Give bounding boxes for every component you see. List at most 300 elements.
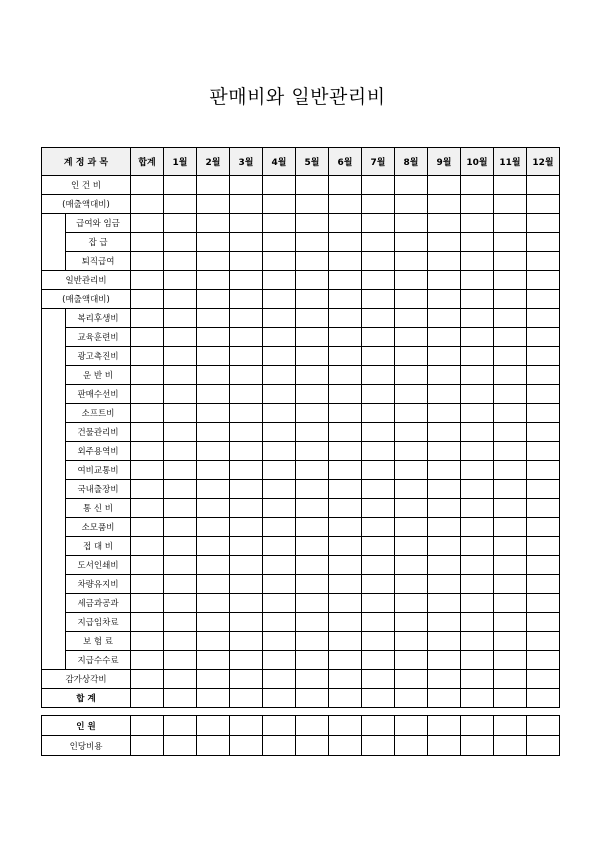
month-cell[interactable] (164, 499, 197, 518)
month-cell[interactable] (164, 347, 197, 366)
month-cell[interactable] (263, 195, 296, 214)
month-cell[interactable] (461, 309, 494, 328)
month-cell[interactable] (230, 271, 263, 290)
month-cell[interactable] (197, 366, 230, 385)
month-cell[interactable] (296, 233, 329, 252)
month-cell[interactable] (197, 347, 230, 366)
month-cell[interactable] (230, 651, 263, 670)
month-cell[interactable] (329, 309, 362, 328)
month-cell[interactable] (395, 404, 428, 423)
month-cell[interactable] (230, 736, 263, 756)
month-cell[interactable] (263, 309, 296, 328)
month-cell[interactable] (230, 518, 263, 537)
month-cell[interactable] (362, 252, 395, 271)
month-cell[interactable] (428, 290, 461, 309)
month-cell[interactable] (494, 309, 527, 328)
month-cell[interactable] (494, 575, 527, 594)
month-cell[interactable] (527, 252, 560, 271)
month-cell[interactable] (263, 385, 296, 404)
month-cell[interactable] (263, 233, 296, 252)
total-cell[interactable] (131, 328, 164, 347)
month-cell[interactable] (395, 556, 428, 575)
month-cell[interactable] (494, 613, 527, 632)
month-cell[interactable] (296, 537, 329, 556)
month-cell[interactable] (263, 689, 296, 708)
month-cell[interactable] (296, 290, 329, 309)
total-cell[interactable] (131, 613, 164, 632)
month-cell[interactable] (263, 499, 296, 518)
month-cell[interactable] (494, 271, 527, 290)
month-cell[interactable] (164, 461, 197, 480)
month-cell[interactable] (164, 556, 197, 575)
month-cell[interactable] (362, 461, 395, 480)
month-cell[interactable] (527, 271, 560, 290)
month-cell[interactable] (197, 423, 230, 442)
month-cell[interactable] (461, 689, 494, 708)
month-cell[interactable] (362, 716, 395, 736)
month-cell[interactable] (395, 309, 428, 328)
month-cell[interactable] (395, 328, 428, 347)
month-cell[interactable] (428, 233, 461, 252)
month-cell[interactable] (362, 195, 395, 214)
month-cell[interactable] (494, 252, 527, 271)
month-cell[interactable] (527, 347, 560, 366)
month-cell[interactable] (197, 290, 230, 309)
month-cell[interactable] (428, 252, 461, 271)
month-cell[interactable] (197, 594, 230, 613)
month-cell[interactable] (395, 271, 428, 290)
month-cell[interactable] (461, 271, 494, 290)
month-cell[interactable] (197, 309, 230, 328)
month-cell[interactable] (428, 176, 461, 195)
month-cell[interactable] (428, 689, 461, 708)
month-cell[interactable] (230, 347, 263, 366)
month-cell[interactable] (230, 385, 263, 404)
month-cell[interactable] (164, 385, 197, 404)
month-cell[interactable] (395, 347, 428, 366)
month-cell[interactable] (230, 404, 263, 423)
month-cell[interactable] (428, 271, 461, 290)
total-cell[interactable] (131, 442, 164, 461)
month-cell[interactable] (230, 594, 263, 613)
month-cell[interactable] (428, 518, 461, 537)
month-cell[interactable] (296, 195, 329, 214)
month-cell[interactable] (263, 252, 296, 271)
month-cell[interactable] (395, 613, 428, 632)
month-cell[interactable] (494, 632, 527, 651)
month-cell[interactable] (527, 461, 560, 480)
month-cell[interactable] (362, 328, 395, 347)
month-cell[interactable] (527, 594, 560, 613)
month-cell[interactable] (296, 328, 329, 347)
month-cell[interactable] (395, 736, 428, 756)
month-cell[interactable] (329, 290, 362, 309)
month-cell[interactable] (362, 594, 395, 613)
month-cell[interactable] (197, 233, 230, 252)
month-cell[interactable] (362, 499, 395, 518)
total-cell[interactable] (131, 252, 164, 271)
month-cell[interactable] (296, 632, 329, 651)
month-cell[interactable] (197, 385, 230, 404)
month-cell[interactable] (461, 632, 494, 651)
month-cell[interactable] (164, 214, 197, 233)
month-cell[interactable] (527, 556, 560, 575)
month-cell[interactable] (164, 404, 197, 423)
month-cell[interactable] (296, 385, 329, 404)
total-cell[interactable] (131, 651, 164, 670)
month-cell[interactable] (296, 480, 329, 499)
total-cell[interactable] (131, 575, 164, 594)
month-cell[interactable] (329, 613, 362, 632)
month-cell[interactable] (329, 670, 362, 689)
month-cell[interactable] (263, 404, 296, 423)
month-cell[interactable] (164, 195, 197, 214)
month-cell[interactable] (428, 404, 461, 423)
month-cell[interactable] (263, 716, 296, 736)
month-cell[interactable] (428, 214, 461, 233)
month-cell[interactable] (296, 556, 329, 575)
month-cell[interactable] (263, 423, 296, 442)
month-cell[interactable] (494, 736, 527, 756)
month-cell[interactable] (296, 575, 329, 594)
month-cell[interactable] (164, 233, 197, 252)
month-cell[interactable] (362, 271, 395, 290)
month-cell[interactable] (494, 537, 527, 556)
month-cell[interactable] (362, 689, 395, 708)
month-cell[interactable] (428, 499, 461, 518)
total-cell[interactable] (131, 290, 164, 309)
month-cell[interactable] (296, 670, 329, 689)
month-cell[interactable] (230, 176, 263, 195)
month-cell[interactable] (428, 309, 461, 328)
month-cell[interactable] (263, 575, 296, 594)
month-cell[interactable] (164, 328, 197, 347)
month-cell[interactable] (329, 461, 362, 480)
month-cell[interactable] (461, 461, 494, 480)
month-cell[interactable] (362, 404, 395, 423)
month-cell[interactable] (527, 214, 560, 233)
month-cell[interactable] (461, 385, 494, 404)
month-cell[interactable] (494, 290, 527, 309)
month-cell[interactable] (164, 594, 197, 613)
month-cell[interactable] (197, 575, 230, 594)
month-cell[interactable] (230, 442, 263, 461)
month-cell[interactable] (164, 537, 197, 556)
month-cell[interactable] (362, 176, 395, 195)
total-cell[interactable] (131, 309, 164, 328)
month-cell[interactable] (362, 736, 395, 756)
month-cell[interactable] (164, 632, 197, 651)
month-cell[interactable] (395, 233, 428, 252)
month-cell[interactable] (527, 290, 560, 309)
month-cell[interactable] (296, 347, 329, 366)
month-cell[interactable] (329, 499, 362, 518)
month-cell[interactable] (263, 442, 296, 461)
month-cell[interactable] (197, 404, 230, 423)
month-cell[interactable] (164, 613, 197, 632)
month-cell[interactable] (263, 651, 296, 670)
month-cell[interactable] (164, 670, 197, 689)
month-cell[interactable] (527, 736, 560, 756)
month-cell[interactable] (230, 290, 263, 309)
month-cell[interactable] (230, 537, 263, 556)
month-cell[interactable] (428, 423, 461, 442)
month-cell[interactable] (197, 651, 230, 670)
month-cell[interactable] (164, 442, 197, 461)
month-cell[interactable] (362, 670, 395, 689)
month-cell[interactable] (461, 556, 494, 575)
month-cell[interactable] (494, 461, 527, 480)
month-cell[interactable] (395, 461, 428, 480)
month-cell[interactable] (329, 716, 362, 736)
month-cell[interactable] (395, 537, 428, 556)
month-cell[interactable] (263, 214, 296, 233)
month-cell[interactable] (527, 309, 560, 328)
month-cell[interactable] (395, 518, 428, 537)
month-cell[interactable] (197, 252, 230, 271)
month-cell[interactable] (329, 385, 362, 404)
month-cell[interactable] (362, 575, 395, 594)
month-cell[interactable] (494, 328, 527, 347)
month-cell[interactable] (494, 670, 527, 689)
month-cell[interactable] (428, 328, 461, 347)
month-cell[interactable] (230, 575, 263, 594)
total-cell[interactable] (131, 195, 164, 214)
month-cell[interactable] (296, 716, 329, 736)
month-cell[interactable] (395, 670, 428, 689)
month-cell[interactable] (230, 480, 263, 499)
month-cell[interactable] (395, 632, 428, 651)
month-cell[interactable] (461, 252, 494, 271)
month-cell[interactable] (329, 575, 362, 594)
month-cell[interactable] (263, 347, 296, 366)
month-cell[interactable] (395, 651, 428, 670)
month-cell[interactable] (395, 423, 428, 442)
total-cell[interactable] (131, 366, 164, 385)
month-cell[interactable] (461, 442, 494, 461)
month-cell[interactable] (197, 670, 230, 689)
month-cell[interactable] (362, 518, 395, 537)
month-cell[interactable] (296, 271, 329, 290)
month-cell[interactable] (329, 328, 362, 347)
month-cell[interactable] (329, 366, 362, 385)
month-cell[interactable] (395, 195, 428, 214)
month-cell[interactable] (494, 385, 527, 404)
month-cell[interactable] (164, 252, 197, 271)
month-cell[interactable] (362, 233, 395, 252)
month-cell[interactable] (494, 233, 527, 252)
month-cell[interactable] (296, 518, 329, 537)
month-cell[interactable] (263, 271, 296, 290)
month-cell[interactable] (527, 176, 560, 195)
month-cell[interactable] (263, 594, 296, 613)
month-cell[interactable] (197, 328, 230, 347)
month-cell[interactable] (296, 404, 329, 423)
month-cell[interactable] (494, 214, 527, 233)
month-cell[interactable] (296, 594, 329, 613)
month-cell[interactable] (263, 556, 296, 575)
month-cell[interactable] (395, 366, 428, 385)
month-cell[interactable] (428, 632, 461, 651)
month-cell[interactable] (494, 499, 527, 518)
total-cell[interactable] (131, 176, 164, 195)
month-cell[interactable] (296, 423, 329, 442)
month-cell[interactable] (494, 480, 527, 499)
month-cell[interactable] (230, 252, 263, 271)
month-cell[interactable] (362, 556, 395, 575)
month-cell[interactable] (296, 613, 329, 632)
month-cell[interactable] (197, 442, 230, 461)
month-cell[interactable] (164, 689, 197, 708)
total-cell[interactable] (131, 716, 164, 736)
month-cell[interactable] (263, 537, 296, 556)
month-cell[interactable] (296, 651, 329, 670)
month-cell[interactable] (362, 442, 395, 461)
total-cell[interactable] (131, 670, 164, 689)
month-cell[interactable] (428, 347, 461, 366)
month-cell[interactable] (428, 651, 461, 670)
month-cell[interactable] (428, 575, 461, 594)
month-cell[interactable] (395, 214, 428, 233)
month-cell[interactable] (461, 233, 494, 252)
month-cell[interactable] (395, 594, 428, 613)
month-cell[interactable] (494, 518, 527, 537)
month-cell[interactable] (197, 214, 230, 233)
month-cell[interactable] (494, 366, 527, 385)
month-cell[interactable] (461, 347, 494, 366)
month-cell[interactable] (395, 290, 428, 309)
month-cell[interactable] (230, 214, 263, 233)
month-cell[interactable] (263, 328, 296, 347)
month-cell[interactable] (230, 195, 263, 214)
total-cell[interactable] (131, 461, 164, 480)
month-cell[interactable] (230, 309, 263, 328)
month-cell[interactable] (329, 480, 362, 499)
month-cell[interactable] (329, 233, 362, 252)
month-cell[interactable] (461, 651, 494, 670)
month-cell[interactable] (362, 632, 395, 651)
month-cell[interactable] (263, 613, 296, 632)
month-cell[interactable] (329, 252, 362, 271)
month-cell[interactable] (197, 195, 230, 214)
month-cell[interactable] (395, 385, 428, 404)
month-cell[interactable] (164, 716, 197, 736)
month-cell[interactable] (329, 442, 362, 461)
month-cell[interactable] (527, 233, 560, 252)
month-cell[interactable] (395, 689, 428, 708)
month-cell[interactable] (527, 423, 560, 442)
month-cell[interactable] (527, 613, 560, 632)
month-cell[interactable] (527, 575, 560, 594)
month-cell[interactable] (428, 670, 461, 689)
total-cell[interactable] (131, 736, 164, 756)
month-cell[interactable] (230, 632, 263, 651)
total-cell[interactable] (131, 385, 164, 404)
total-cell[interactable] (131, 347, 164, 366)
month-cell[interactable] (428, 195, 461, 214)
month-cell[interactable] (395, 575, 428, 594)
month-cell[interactable] (197, 499, 230, 518)
month-cell[interactable] (527, 716, 560, 736)
month-cell[interactable] (329, 594, 362, 613)
month-cell[interactable] (164, 271, 197, 290)
month-cell[interactable] (428, 480, 461, 499)
month-cell[interactable] (362, 309, 395, 328)
month-cell[interactable] (461, 518, 494, 537)
month-cell[interactable] (494, 176, 527, 195)
month-cell[interactable] (230, 461, 263, 480)
month-cell[interactable] (329, 736, 362, 756)
month-cell[interactable] (329, 195, 362, 214)
month-cell[interactable] (494, 347, 527, 366)
month-cell[interactable] (527, 537, 560, 556)
month-cell[interactable] (230, 366, 263, 385)
month-cell[interactable] (527, 670, 560, 689)
month-cell[interactable] (494, 556, 527, 575)
month-cell[interactable] (329, 347, 362, 366)
month-cell[interactable] (197, 556, 230, 575)
month-cell[interactable] (494, 716, 527, 736)
month-cell[interactable] (329, 404, 362, 423)
month-cell[interactable] (461, 176, 494, 195)
month-cell[interactable] (230, 689, 263, 708)
month-cell[interactable] (296, 252, 329, 271)
month-cell[interactable] (197, 480, 230, 499)
month-cell[interactable] (494, 404, 527, 423)
total-cell[interactable] (131, 214, 164, 233)
month-cell[interactable] (527, 499, 560, 518)
month-cell[interactable] (197, 689, 230, 708)
month-cell[interactable] (494, 195, 527, 214)
month-cell[interactable] (461, 716, 494, 736)
month-cell[interactable] (263, 366, 296, 385)
month-cell[interactable] (164, 736, 197, 756)
month-cell[interactable] (164, 423, 197, 442)
month-cell[interactable] (362, 537, 395, 556)
month-cell[interactable] (296, 366, 329, 385)
month-cell[interactable] (527, 195, 560, 214)
month-cell[interactable] (329, 214, 362, 233)
month-cell[interactable] (428, 366, 461, 385)
month-cell[interactable] (230, 716, 263, 736)
month-cell[interactable] (296, 461, 329, 480)
month-cell[interactable] (329, 689, 362, 708)
month-cell[interactable] (461, 290, 494, 309)
total-cell[interactable] (131, 404, 164, 423)
month-cell[interactable] (296, 736, 329, 756)
month-cell[interactable] (494, 651, 527, 670)
month-cell[interactable] (164, 176, 197, 195)
month-cell[interactable] (527, 518, 560, 537)
month-cell[interactable] (428, 613, 461, 632)
month-cell[interactable] (296, 176, 329, 195)
month-cell[interactable] (428, 716, 461, 736)
month-cell[interactable] (197, 537, 230, 556)
month-cell[interactable] (428, 594, 461, 613)
month-cell[interactable] (461, 328, 494, 347)
month-cell[interactable] (329, 423, 362, 442)
month-cell[interactable] (461, 499, 494, 518)
month-cell[interactable] (230, 613, 263, 632)
month-cell[interactable] (527, 480, 560, 499)
month-cell[interactable] (197, 716, 230, 736)
month-cell[interactable] (263, 176, 296, 195)
total-cell[interactable] (131, 518, 164, 537)
month-cell[interactable] (395, 716, 428, 736)
month-cell[interactable] (164, 366, 197, 385)
month-cell[interactable] (263, 736, 296, 756)
month-cell[interactable] (428, 736, 461, 756)
